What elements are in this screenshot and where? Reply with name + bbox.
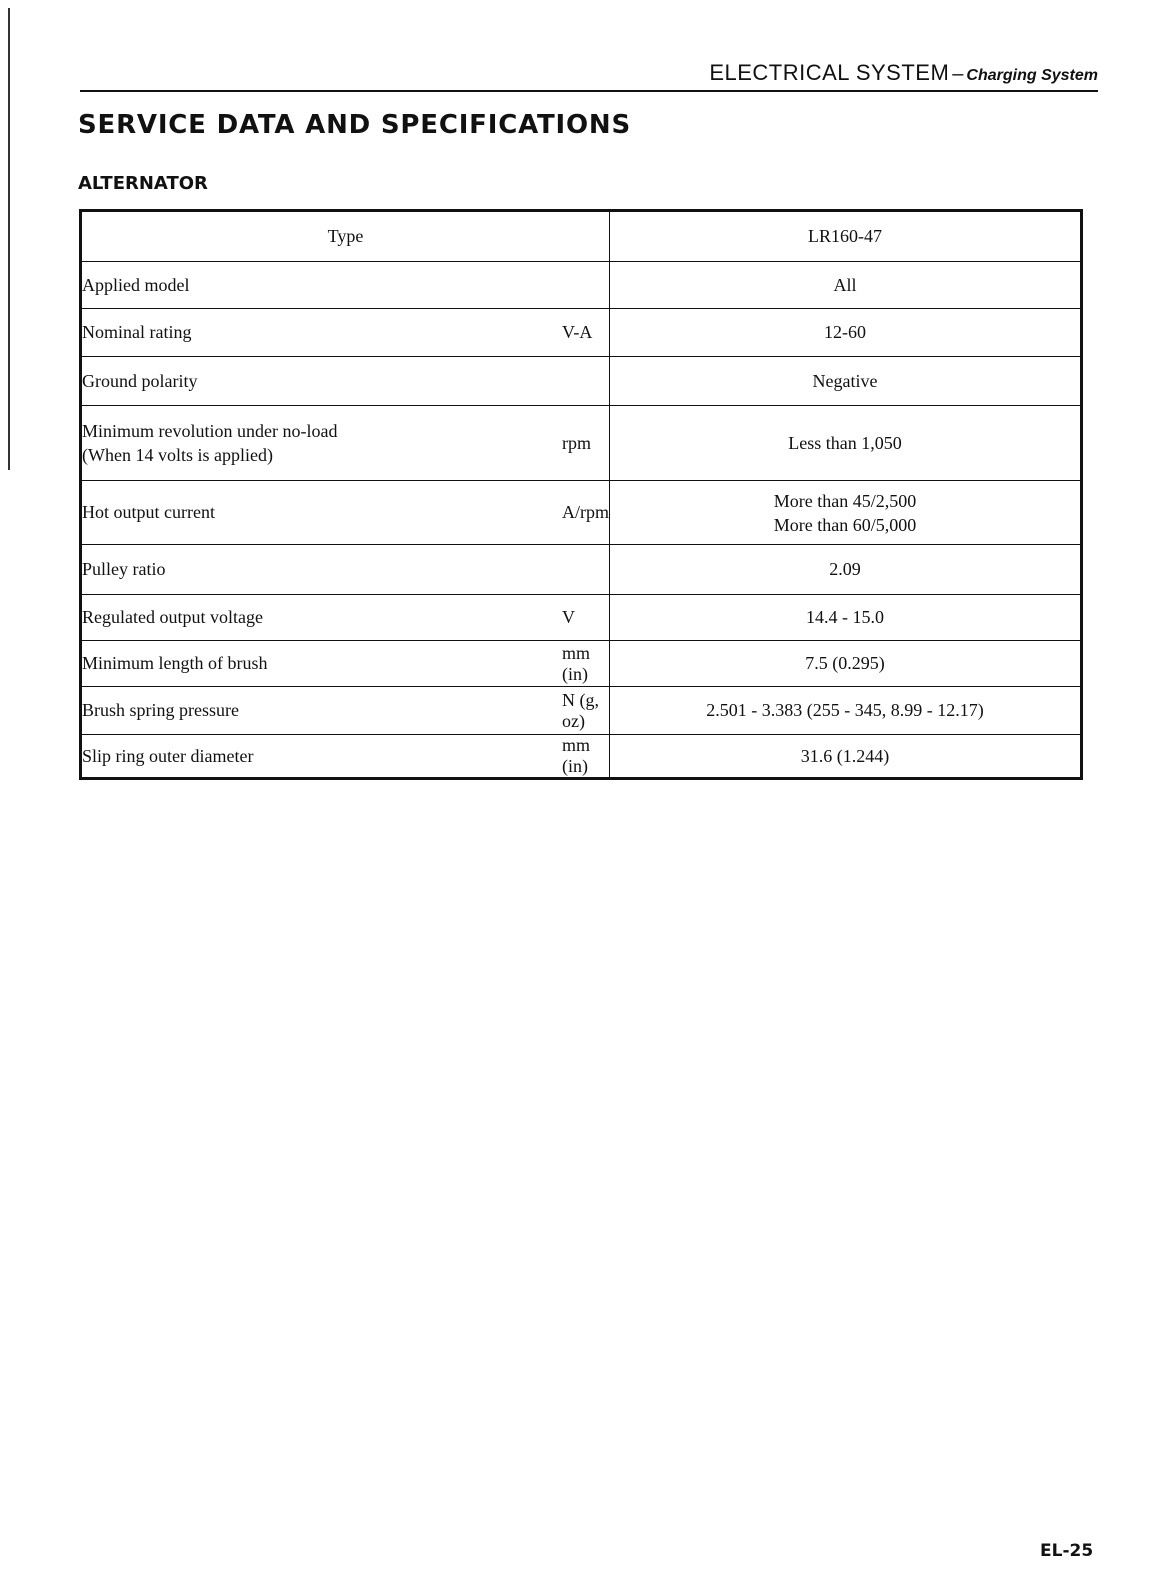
row-unit: mm (in) xyxy=(562,735,610,779)
type-value: LR160-47 xyxy=(610,211,1082,262)
row-label-line2: (When 14 volts is applied) xyxy=(82,445,273,465)
row-label: Applied model xyxy=(81,262,563,309)
type-label: Type xyxy=(81,211,610,262)
row-unit: mm (in) xyxy=(562,641,610,687)
row-label: Nominal rating xyxy=(81,309,563,357)
row-unit xyxy=(562,545,610,595)
row-value: 2.501 - 3.383 (255 - 345, 8.99 - 12.17) xyxy=(610,687,1082,735)
page-title: SERVICE DATA AND SPECIFICATIONS xyxy=(78,110,632,140)
row-label-line1: Minimum revolution under no-load xyxy=(82,421,338,441)
header-subsection: Charging System xyxy=(966,67,1098,84)
table-row xyxy=(81,406,1082,481)
row-label: Pulley ratio xyxy=(81,545,563,595)
table-row xyxy=(81,641,1082,687)
table-row xyxy=(81,481,1082,545)
row-label xyxy=(81,406,563,481)
table-row xyxy=(81,687,1082,735)
page-header xyxy=(80,60,1098,92)
margin-rule xyxy=(8,8,10,470)
table-row xyxy=(81,357,1082,406)
row-value: 31.6 (1.244) xyxy=(610,735,1082,779)
header-section: ELECTRICAL SYSTEM xyxy=(709,60,950,85)
row-value xyxy=(610,481,1082,545)
row-unit: N (g, oz) xyxy=(562,687,610,735)
table-row xyxy=(81,595,1082,641)
row-unit: A/rpm xyxy=(562,481,610,545)
row-value: Less than 1,050 xyxy=(610,406,1082,481)
table-row xyxy=(81,262,1082,309)
row-unit: rpm xyxy=(562,406,610,481)
row-label: Hot output current xyxy=(81,481,563,545)
row-unit: V-A xyxy=(562,309,610,357)
row-label: Slip ring outer diameter xyxy=(81,735,563,779)
table-row xyxy=(81,735,1082,779)
row-value: Negative xyxy=(610,357,1082,406)
row-value: 2.09 xyxy=(610,545,1082,595)
row-label: Brush spring pressure xyxy=(81,687,563,735)
page-number: EL-25 xyxy=(1040,1541,1094,1561)
alternator-spec-table xyxy=(79,209,1083,780)
table-row-type xyxy=(81,211,1082,262)
row-unit xyxy=(562,357,610,406)
header-separator: – xyxy=(952,63,964,85)
row-value: 7.5 (0.295) xyxy=(610,641,1082,687)
row-value-line1: More than 45/2,500 xyxy=(773,490,917,511)
table-row xyxy=(81,545,1082,595)
row-label: Minimum length of brush xyxy=(81,641,563,687)
row-value: All xyxy=(610,262,1082,309)
table-row xyxy=(81,309,1082,357)
row-label: Ground polarity xyxy=(81,357,563,406)
row-unit xyxy=(562,262,610,309)
row-unit: V xyxy=(562,595,610,641)
row-label: Regulated output voltage xyxy=(81,595,563,641)
row-value-line2: More than 60/5,000 xyxy=(773,514,917,535)
row-value: 14.4 - 15.0 xyxy=(610,595,1082,641)
section-title: ALTERNATOR xyxy=(78,173,208,194)
row-value: 12-60 xyxy=(610,309,1082,357)
